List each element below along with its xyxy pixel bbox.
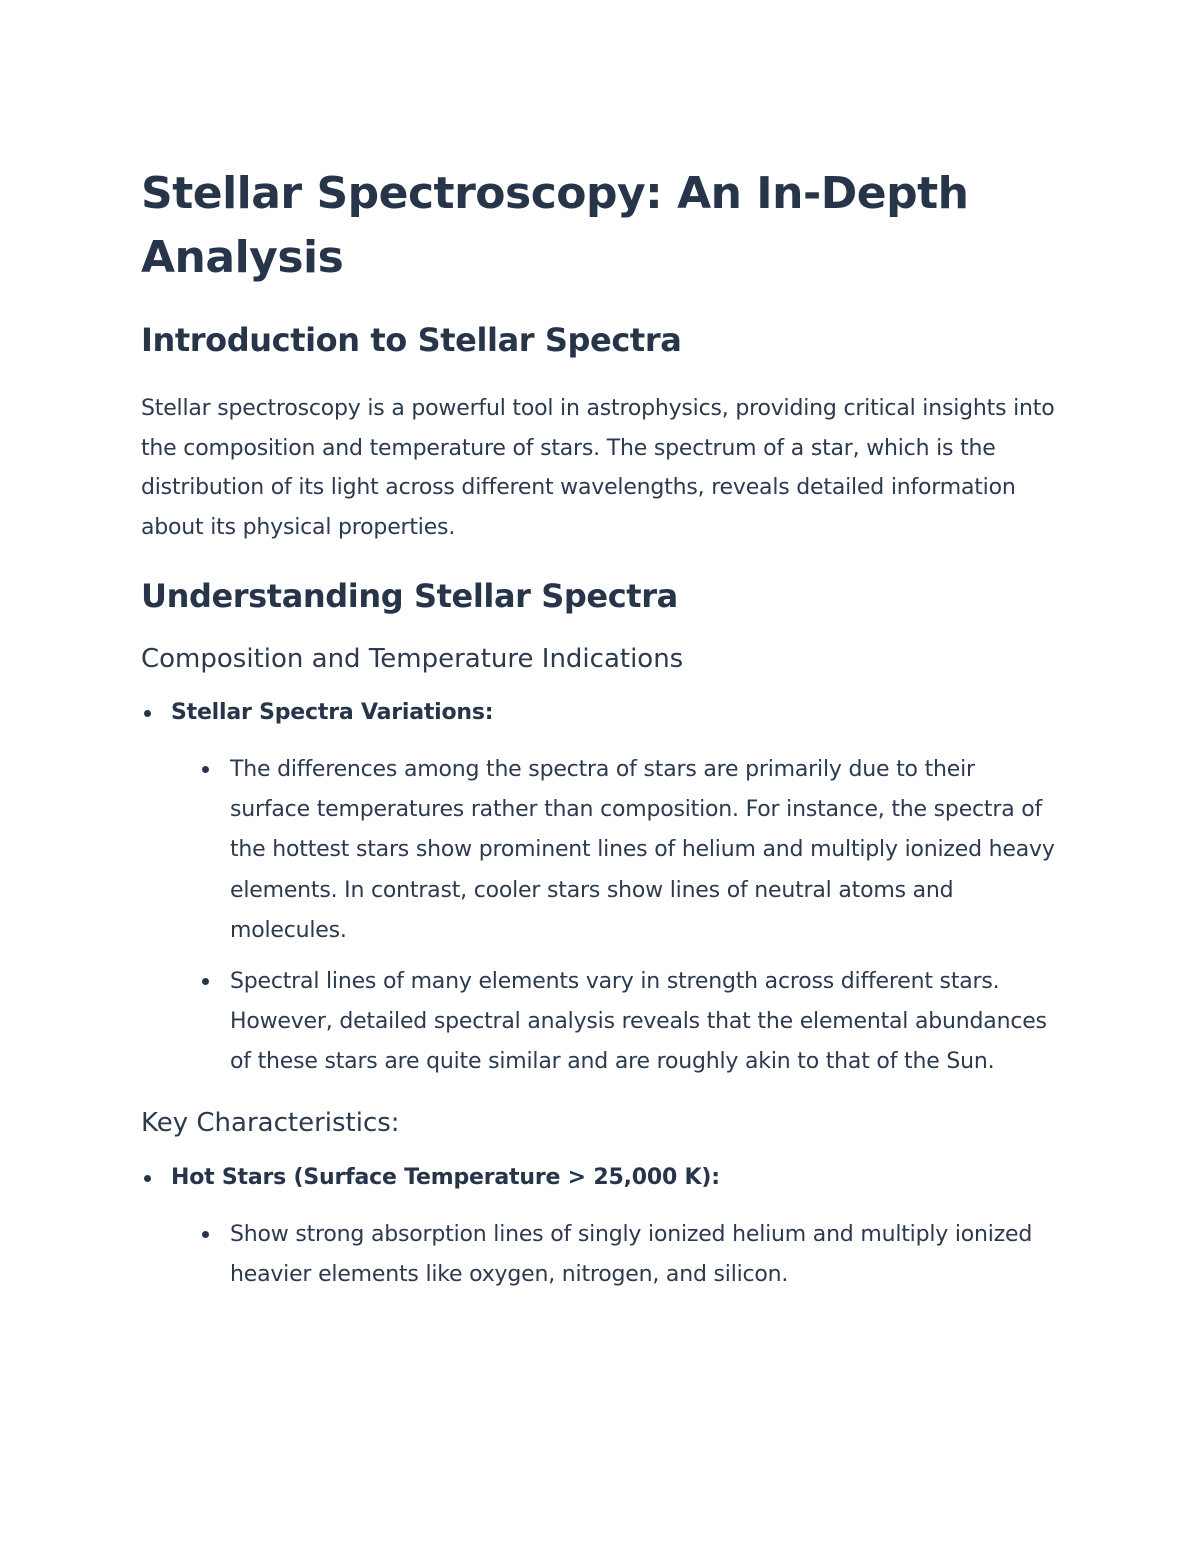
nested-list: [171, 1215, 1061, 1295]
bullet-icon: [202, 1231, 209, 1238]
list-item-label: Stellar Spectra Variations:: [171, 700, 494, 725]
bullet-icon: [202, 766, 209, 773]
characteristics-list: [141, 1163, 1061, 1295]
list-item: [171, 962, 1061, 1083]
list-item-text: Spectral lines of many elements vary in strength across different stars. However, detailed spectral analysis reveals that the elemental abundances of these stars are quite similar and are roughly akin to that of the Sun.: [230, 969, 1047, 1075]
composition-list: [141, 698, 1061, 1083]
list-item: [141, 1163, 1061, 1295]
list-item: [141, 698, 1061, 1083]
section-heading-introduction: Introduction to Stellar Spectra: [141, 321, 682, 359]
list-item-text: The differences among the spectra of stars are primarily due to their surface temperatures rather than composition. For instance, the spectra of the hottest stars show prominent lines of helium and multiply ionized heavy elements. In contrast, cooler stars show lines of neutral atoms and molecules.: [230, 757, 1055, 943]
section-heading-understanding: Understanding Stellar Spectra: [141, 577, 678, 615]
document-page: [141, 162, 1061, 1295]
bullet-icon: [144, 710, 151, 717]
introduction-paragraph: Stellar spectroscopy is a powerful tool in astrophysics, providing critical insights into the composition and temperature of stars. The spectrum of a star, which is the distribution of its light across different wavelengths, reveals detailed information about its physical properties.: [141, 396, 1055, 540]
subheading-composition-temperature: Composition and Temperature Indications: [141, 644, 684, 674]
nested-list: [171, 750, 1061, 1083]
list-item: [171, 750, 1061, 951]
bullet-icon: [202, 978, 209, 985]
list-item: [171, 1215, 1061, 1295]
bullet-icon: [144, 1175, 151, 1182]
list-item-label: Hot Stars (Surface Temperature > 25,000 K):: [171, 1164, 720, 1190]
document-title: Stellar Spectroscopy: An In-Depth Analysis: [141, 168, 969, 283]
subheading-key-characteristics: Key Characteristics:: [141, 1107, 400, 1138]
list-item-text: Show strong absorption lines of singly ionized helium and multiply ionized heavier elements like oxygen, nitrogen, and silicon.: [230, 1221, 1033, 1287]
